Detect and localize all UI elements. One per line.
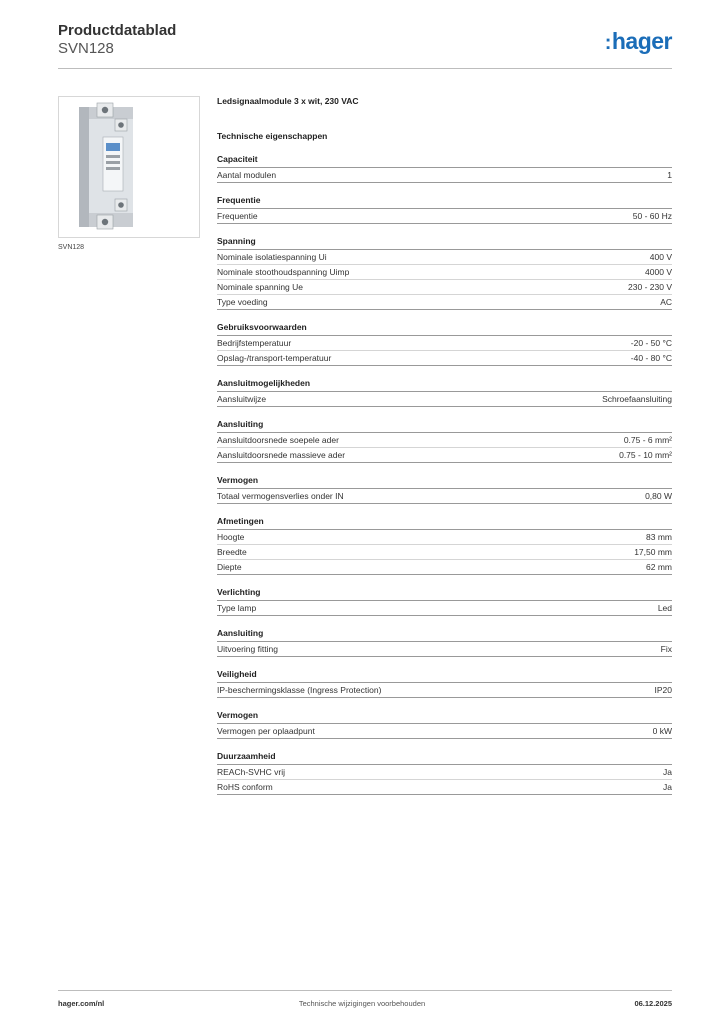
document-title: Productdatablad (58, 22, 177, 39)
spec-group (217, 153, 672, 183)
spec-group-title: Verlichting (217, 586, 672, 601)
spec-label: Nominale stoothoudspanning Uimp (217, 267, 350, 277)
spec-group (217, 418, 672, 463)
spec-value: 0.75 - 10 mm² (619, 450, 672, 460)
spec-value: AC (660, 297, 672, 307)
section-title: Technische eigenschappen (217, 131, 328, 141)
spec-group-title: Afmetingen (217, 515, 672, 530)
hager-logo: :hager (604, 28, 672, 54)
spec-value: 0,80 W (645, 491, 672, 501)
spec-group-title: Gebruiksvoorwaarden (217, 321, 672, 336)
footer-date: 06.12.2025 (634, 999, 672, 1008)
spec-row (217, 280, 672, 295)
spec-label: IP-beschermingsklasse (Ingress Protection) (217, 685, 382, 695)
spec-label: RoHS conform (217, 782, 273, 792)
spec-row (217, 336, 672, 351)
spec-value: 230 - 230 V (628, 282, 672, 292)
spec-label: REACh-SVHC vrij (217, 767, 286, 777)
spec-label: Aansluitwijze (217, 394, 267, 404)
spec-row (217, 683, 672, 698)
spec-group (217, 377, 672, 407)
spec-value: 0.75 - 6 mm² (623, 435, 672, 445)
spec-label: Breedte (217, 547, 247, 557)
spec-group (217, 709, 672, 739)
spec-value: -20 - 50 °C (630, 338, 672, 348)
spec-label: Aansluitdoorsnede massieve ader (217, 450, 346, 460)
spec-label: Type lamp (217, 603, 257, 613)
spec-label: Aansluitdoorsnede soepele ader (217, 435, 339, 445)
spec-label: Diepte (217, 562, 242, 572)
footer-disclaimer: Technische wijzigingen voorbehouden (298, 999, 426, 1008)
spec-row (217, 433, 672, 448)
spec-value: 0 kW (652, 726, 672, 736)
logo-text: hager (611, 28, 672, 54)
product-name: Ledsignaalmodule 3 x wit, 230 VAC (217, 96, 359, 106)
spec-row (217, 780, 672, 795)
spec-row (217, 448, 672, 463)
spec-row (217, 392, 672, 407)
spec-row (217, 250, 672, 265)
spec-value: Schroefaansluiting (602, 394, 672, 404)
spec-group-title: Aansluitmogelijkheden (217, 377, 672, 392)
spec-label: Hoogte (217, 532, 245, 542)
spec-groups (217, 153, 672, 795)
spec-row (217, 560, 672, 575)
spec-group-title: Spanning (217, 235, 672, 250)
spec-group (217, 750, 672, 795)
spec-group-title: Veiligheid (217, 668, 672, 683)
spec-group (217, 321, 672, 366)
spec-value: -40 - 80 °C (630, 353, 672, 363)
spec-group-title: Capaciteit (217, 153, 672, 168)
spec-label: Vermogen per oplaadpunt (217, 726, 315, 736)
spec-value: Led (657, 603, 672, 613)
spec-group-title: Aansluiting (217, 627, 672, 642)
spec-label: Bedrijfstemperatuur (217, 338, 292, 348)
spec-group-title: Duurzaamheid (217, 750, 672, 765)
footer-divider (58, 990, 672, 991)
spec-row (217, 601, 672, 616)
spec-value: IP20 (654, 685, 672, 695)
spec-row (217, 295, 672, 310)
spec-label: Nominale isolatiespanning Ui (217, 252, 327, 262)
spec-row (217, 545, 672, 560)
spec-value: 400 V (649, 252, 672, 262)
spec-group (217, 515, 672, 575)
spec-group (217, 627, 672, 657)
spec-group-title: Frequentie (217, 194, 672, 209)
spec-group (217, 668, 672, 698)
page-header (58, 22, 672, 70)
product-image (58, 96, 200, 238)
spec-value: 17,50 mm (634, 547, 672, 557)
spec-label: Uitvoering fitting (217, 644, 278, 654)
spec-label: Type voeding (217, 297, 268, 307)
spec-label: Nominale spanning Ue (217, 282, 303, 292)
spec-group (217, 474, 672, 504)
spec-value: 50 - 60 Hz (632, 211, 672, 221)
header-divider (58, 68, 672, 69)
spec-value: 1 (667, 170, 672, 180)
spec-row (217, 351, 672, 366)
spec-value: 83 mm (646, 532, 672, 542)
spec-group (217, 194, 672, 224)
spec-label: Opslag-/transport-temperatuur (217, 353, 332, 363)
footer-website[interactable]: hager.com/nl (58, 999, 105, 1008)
spec-group (217, 586, 672, 616)
spec-row (217, 765, 672, 780)
spec-value: Fix (660, 644, 672, 654)
spec-row (217, 489, 672, 504)
spec-label: Totaal vermogensverlies onder IN (217, 491, 344, 501)
spec-row (217, 724, 672, 739)
spec-group-title: Aansluiting (217, 418, 672, 433)
spec-row (217, 168, 672, 183)
spec-row (217, 209, 672, 224)
spec-value: Ja (663, 782, 672, 792)
spec-value: 4000 V (645, 267, 672, 277)
product-image-caption: SVN128 (58, 244, 85, 251)
product-illustration (59, 97, 199, 237)
spec-label: Aantal modulen (217, 170, 277, 180)
spec-group-title: Vermogen (217, 709, 672, 724)
spec-group-title: Vermogen (217, 474, 672, 489)
document-subtitle: SVN128 (58, 40, 114, 57)
spec-row (217, 530, 672, 545)
spec-content (217, 95, 672, 795)
spec-value: Ja (663, 767, 672, 777)
spec-row (217, 265, 672, 280)
spec-group (217, 235, 672, 310)
spec-value: 62 mm (646, 562, 672, 572)
spec-label: Frequentie (217, 211, 258, 221)
spec-row (217, 642, 672, 657)
